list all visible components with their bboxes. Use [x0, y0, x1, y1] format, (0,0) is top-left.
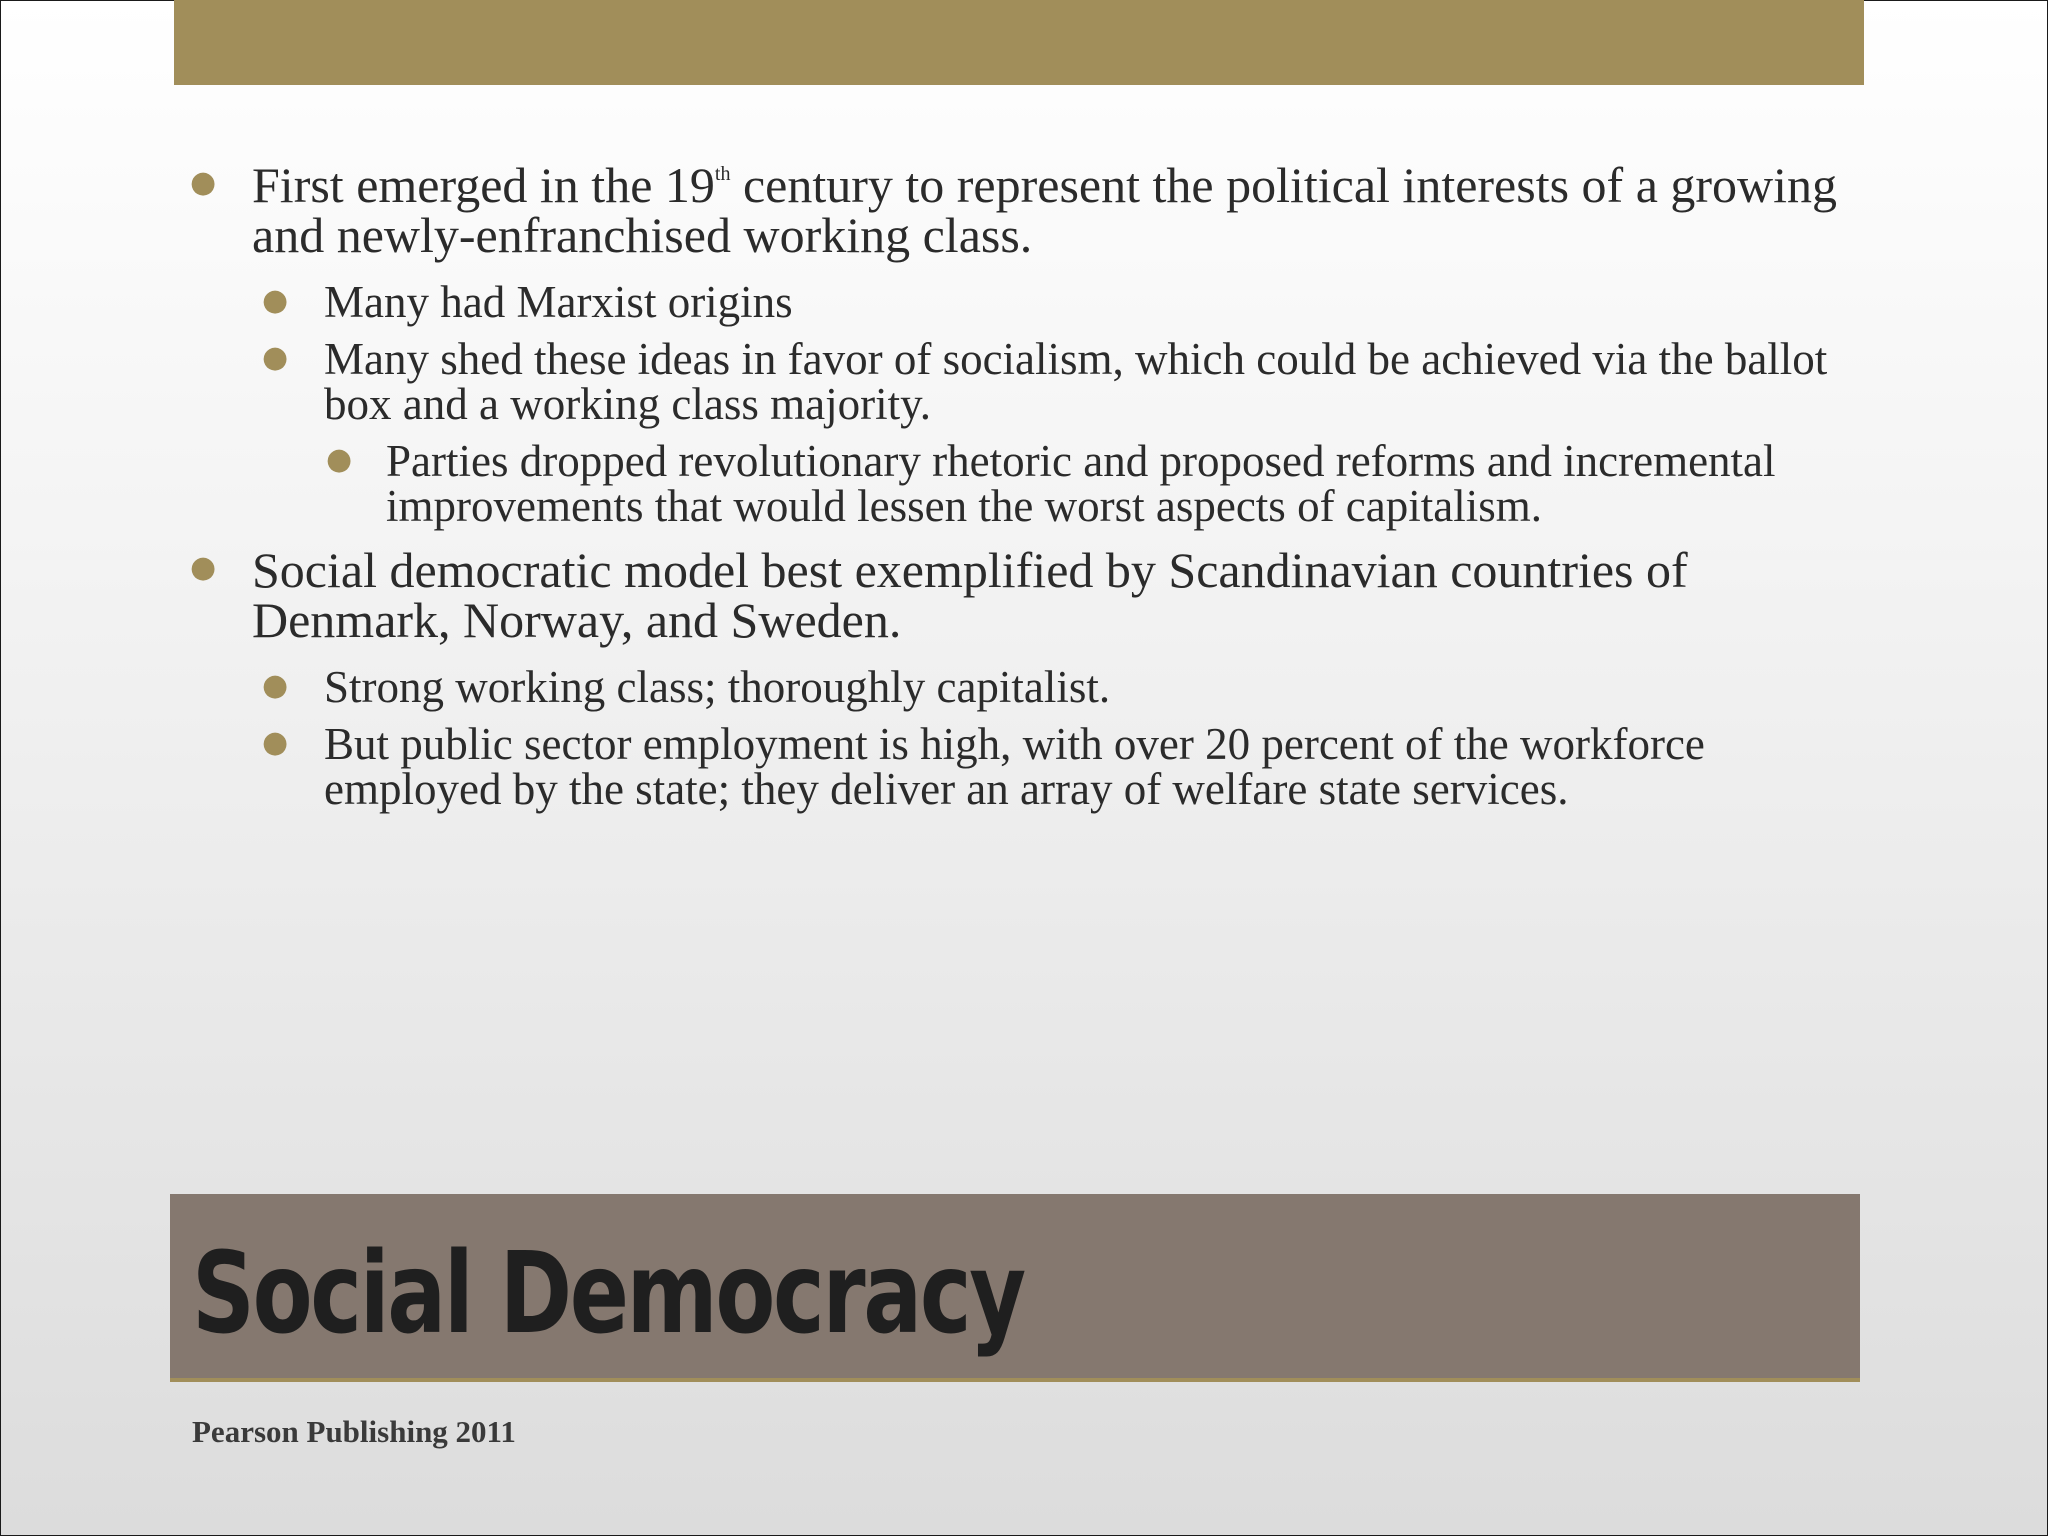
bullet-first-emerged: [190, 157, 1850, 263]
bullet-text: Social democratic model best exemplified by Scandinavian countries of Denmark, Norway, and Sweden.: [252, 542, 1688, 648]
bullet-marxist-origins: [190, 277, 1850, 327]
slide-body: [190, 157, 1850, 824]
superscript-ordinal: th: [714, 163, 731, 185]
bullet-strong-working-class: [190, 662, 1850, 712]
bullet-scandinavian-model: [190, 542, 1850, 648]
bullet-dot-icon: ●: [262, 340, 289, 375]
bullet-public-sector: [190, 719, 1850, 814]
bullet-dot-icon: ●: [262, 668, 289, 703]
title-box: [170, 1194, 1860, 1382]
bullet-text: Parties dropped revolutionary rhetoric and proposed reforms and incremental improvements that would lessen the worst aspects of capitalism.: [386, 436, 1776, 531]
bullet-dot-icon: ●: [262, 283, 289, 318]
bullet-text: Many shed these ideas in favor of socialism, which could be achieved via the ballot box and a working class majority.: [324, 334, 1828, 429]
bullet-dot-icon: ●: [190, 165, 217, 200]
bullet-text: Many had Marxist origins: [324, 277, 793, 327]
bullet-text: Strong working class; thoroughly capitalist.: [324, 662, 1111, 712]
bullet-dot-icon: ●: [262, 725, 289, 760]
bullet-text: But public sector employment is high, with over 20 percent of the workforce employed by the state; they deliver an array of welfare state services.: [324, 719, 1705, 814]
footer-credit: Pearson Publishing 2011: [192, 1414, 516, 1449]
slide-title: Social Democracy: [192, 1229, 1024, 1359]
top-accent-bar: [174, 0, 1864, 85]
bullet-parties-dropped: [190, 436, 1850, 531]
bullet-dot-icon: ●: [326, 442, 353, 477]
bullet-shed-ideas: [190, 334, 1850, 429]
bullet-dot-icon: ●: [190, 550, 217, 585]
bullet-text: First emerged in the 19th century to represent the political interests of a growing and newly-enfranchised working class.: [252, 157, 1838, 263]
